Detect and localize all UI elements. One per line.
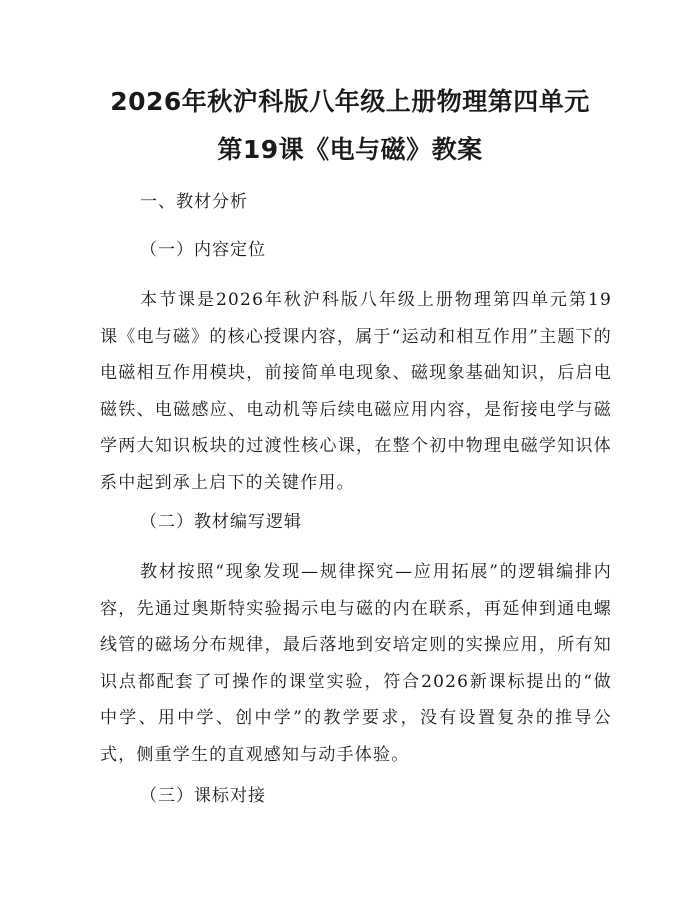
section-heading-editing-logic: （二）教材编写逻辑 — [140, 512, 302, 532]
document-title: 2026年秋沪科版八年级上册物理第四单元第19课《电与磁》教案 — [110, 87, 590, 164]
paragraph-editing-logic: 教材按照“现象发现—规律探究—应用拓展”的逻辑编排内容，先通过奥斯特实验揭示电与磁的内在联系，再延伸到通电螺线管的磁场分布规律，最后落地到安培定则的实操应用，所有知识点都配套了可操作的课堂实验，符合2026新课标提出的“做中学、用中学、创中学”的教学要求，没有设置复杂的推导公式，侧重学生的直观感知与动手体验。 — [100, 562, 612, 765]
section-heading-textbook-analysis: 一、教材分析 — [140, 192, 248, 212]
section-heading-curriculum-alignment: （三）课标对接 — [140, 786, 266, 806]
section-heading-content-positioning: （一）内容定位 — [140, 240, 266, 260]
paragraph-content-positioning: 本节课是2026年秋沪科版八年级上册物理第四单元第19课《电与磁》的核心授课内容，属于“运动和相互作用”主题下的电磁相互作用模块，前接简单电现象、磁现象基础知识，后启电磁铁、电磁感应、电动机等后续电磁应用内容，是衔接电学与磁学两大知识板块的过渡性核心课，在整个初中物理电磁学知识体系中起到承上启下的关键作用。 — [100, 290, 612, 493]
